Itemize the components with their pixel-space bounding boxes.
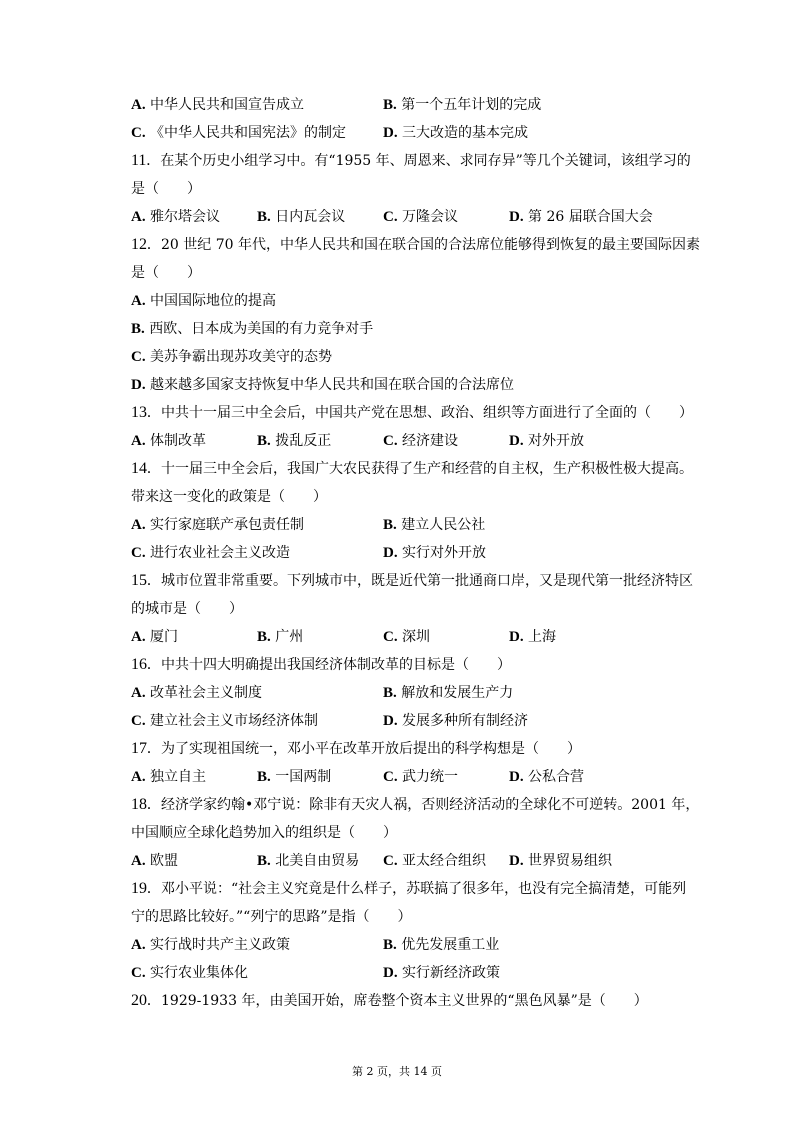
question-number: 15. bbox=[131, 572, 151, 589]
option-c: C. 美苏争霸出现苏攻美守的态势 bbox=[131, 349, 333, 365]
option-a: A. 改革社会主义制度 bbox=[131, 685, 263, 701]
question-stem: 13. 中共十一届三中全会后，中国共产党在思想、政治、组织等方面进行了全面的（ ） bbox=[131, 404, 693, 421]
option-row bbox=[131, 933, 698, 957]
option-b: B. 一国两制 bbox=[257, 769, 332, 785]
question-stem: 14. 十一届三中全会后，我国广大农民获得了生产和经营的自主权，生产积极性极大提高。 bbox=[131, 460, 693, 477]
question-stem: 17. 为了实现祖国统一，邓小平在改革开放后提出的科学构想是（ ） bbox=[131, 740, 581, 757]
option-c: C. 深圳 bbox=[383, 629, 431, 645]
option-d: D. 实行对外开放 bbox=[383, 545, 487, 561]
option-a: A. 体制改革 bbox=[131, 433, 207, 449]
option-a: A. 欧盟 bbox=[131, 853, 179, 869]
option-row bbox=[131, 205, 698, 229]
option-c: C. 建立社会主义市场经济体制 bbox=[131, 713, 319, 729]
option-b: B. 广州 bbox=[257, 629, 304, 645]
option-row bbox=[131, 625, 698, 649]
question-number: 12. bbox=[131, 236, 151, 253]
option-d: D. 世界贸易组织 bbox=[509, 853, 613, 869]
question-stem: 18. 经济学家约翰•邓宁说：除非有天灾人祸，否则经济活动的全球化不可逆转。2001 年， bbox=[131, 796, 700, 813]
question-stem-continued: 的城市是（ ） bbox=[131, 601, 243, 617]
option-c: C. 进行农业社会主义改造 bbox=[131, 545, 291, 561]
option-a: A. 独立自主 bbox=[131, 769, 207, 785]
option-row bbox=[131, 93, 698, 117]
option-a: A. 实行战时共产主义政策 bbox=[131, 937, 291, 953]
option-c: C. 经济建设 bbox=[383, 433, 459, 449]
option-a: A. 厦门 bbox=[131, 629, 179, 645]
question-number: 13. bbox=[131, 404, 151, 421]
option-row bbox=[131, 289, 698, 313]
option-d: D. 第 26 届联合国大会 bbox=[509, 209, 653, 225]
option-a: A. 中国国际地位的提高 bbox=[131, 293, 277, 309]
question-stem-continued: 宁的思路比较好。”“列宁的思路”是指（ ） bbox=[131, 909, 412, 925]
question-number: 14. bbox=[131, 460, 151, 477]
option-d: D. 对外开放 bbox=[509, 433, 585, 449]
option-a: A. 雅尔塔会议 bbox=[131, 209, 221, 225]
option-row bbox=[131, 765, 698, 789]
option-row bbox=[131, 681, 698, 705]
question-stem: 20. 1929-1933 年，由美国开始，席卷整个资本主义世界的“黑色风暴”是（ ） bbox=[131, 992, 648, 1009]
question-stem-continued: 带来这一变化的政策是（ ） bbox=[131, 489, 327, 505]
option-b: B. 日内瓦会议 bbox=[257, 209, 346, 225]
option-b: B. 解放和发展生产力 bbox=[383, 685, 514, 701]
option-b: B. 建立人民公社 bbox=[383, 517, 486, 533]
option-row bbox=[131, 121, 698, 145]
option-row bbox=[131, 961, 698, 985]
question-number: 11. bbox=[131, 152, 151, 169]
option-row bbox=[131, 317, 698, 341]
option-d: D. 越来越多国家支持恢复中华人民共和国在联合国的合法席位 bbox=[131, 377, 515, 393]
page-footer: 第 2 页，共 14 页 bbox=[352, 1065, 442, 1078]
question-stem: 11. 在某个历史小组学习中。有“1955 年、周恩来、求同存异”等几个关键词，该组学习的 bbox=[131, 152, 691, 169]
option-b: B. 拨乱反正 bbox=[257, 433, 332, 449]
option-c: C. 武力统一 bbox=[383, 769, 459, 785]
option-b: B. 优先发展重工业 bbox=[383, 937, 500, 953]
option-d: D. 发展多种所有制经济 bbox=[383, 713, 529, 729]
option-d: D. 公私合营 bbox=[509, 769, 585, 785]
question-number: 19. bbox=[131, 880, 151, 897]
option-c: C. 《中华人民共和国宪法》的制定 bbox=[131, 125, 347, 141]
question-number: 18. bbox=[131, 796, 151, 813]
option-row bbox=[131, 513, 698, 537]
option-c: C. 实行农业集体化 bbox=[131, 965, 249, 981]
option-b: B. 第一个五年计划的完成 bbox=[383, 97, 542, 113]
option-row bbox=[131, 709, 698, 733]
option-row bbox=[131, 429, 698, 453]
question-number: 20. bbox=[131, 992, 151, 1009]
option-row bbox=[131, 373, 698, 397]
question-stem: 15. 城市位置非常重要。下列城市中，既是近代第一批通商口岸，又是现代第一批经济特区 bbox=[131, 572, 693, 589]
option-d: D. 上海 bbox=[509, 629, 557, 645]
option-c: C. 亚太经合组织 bbox=[383, 853, 487, 869]
option-row bbox=[131, 541, 698, 565]
question-stem: 12. 20 世纪 70 年代，中华人民共和国在联合国的合法席位能够得到恢复的最主要国际因素 bbox=[131, 236, 700, 253]
question-stem: 19. 邓小平说：“社会主义究竟是什么样子，苏联搞了很多年，也没有完全搞清楚，可能列 bbox=[131, 880, 687, 897]
question-stem-continued: 中国顺应全球化趋势加入的组织是（ ） bbox=[131, 825, 397, 841]
question-number: 17. bbox=[131, 740, 151, 757]
option-d: D. 实行新经济政策 bbox=[383, 965, 501, 981]
option-a: A. 实行家庭联产承包责任制 bbox=[131, 517, 305, 533]
option-row bbox=[131, 849, 698, 873]
question-number: 16. bbox=[131, 656, 151, 673]
option-row bbox=[131, 345, 698, 369]
question-stem-continued: 是（ ） bbox=[131, 265, 201, 281]
option-b: B. 北美自由贸易 bbox=[257, 853, 360, 869]
question-stem-continued: 是（ ） bbox=[131, 181, 201, 197]
option-a: A. 中华人民共和国宣告成立 bbox=[131, 97, 305, 113]
option-d: D. 三大改造的基本完成 bbox=[383, 125, 529, 141]
option-b: B. 西欧、日本成为美国的有力竞争对手 bbox=[131, 321, 374, 337]
option-c: C. 万隆会议 bbox=[383, 209, 459, 225]
question-stem: 16. 中共十四大明确提出我国经济体制改革的目标是（ ） bbox=[131, 656, 511, 673]
